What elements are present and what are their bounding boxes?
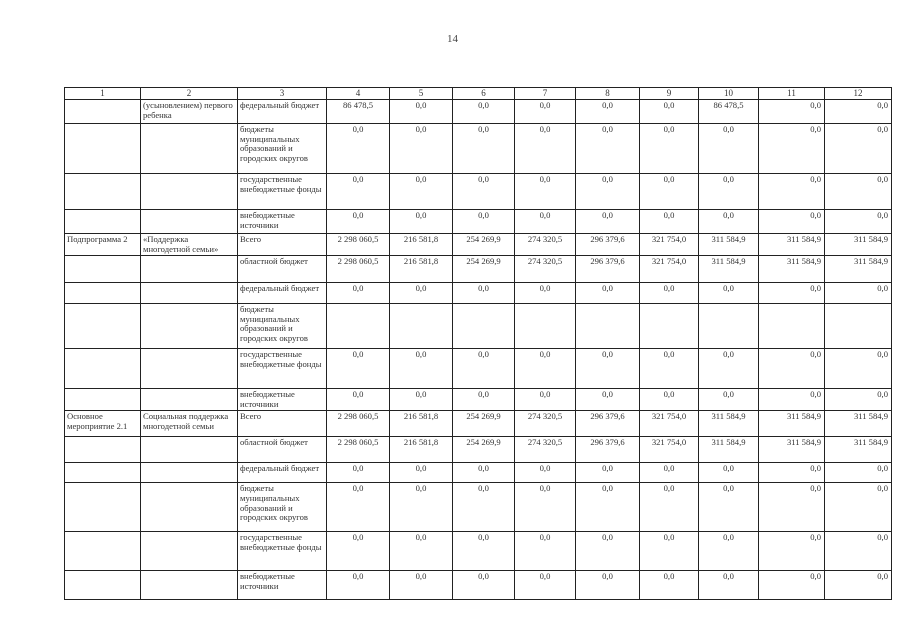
program-name-cell: «Поддержка многодетной семьи» [141,234,238,256]
value-cell: 0,0 [825,483,892,532]
program-cell [65,532,141,571]
funding-source-cell: внебюджетные источники [238,389,327,411]
value-cell: 311 584,9 [699,234,759,256]
value-cell: 0,0 [453,389,515,411]
value-cell: 0,0 [699,283,759,304]
program-name-cell [141,349,238,389]
value-cell: 321 754,0 [640,234,699,256]
value-cell: 321 754,0 [640,256,699,283]
value-cell: 311 584,9 [759,234,825,256]
table-row [65,532,892,571]
funding-source-cell: Всего [238,411,327,437]
value-cell: 0,0 [640,100,699,124]
value-cell: 0,0 [640,483,699,532]
table-row [65,463,892,483]
header-row [65,88,892,100]
value-cell: 0,0 [576,283,640,304]
value-cell: 0,0 [576,571,640,600]
value-cell: 0,0 [699,210,759,234]
table-body [65,88,892,600]
program-cell [65,571,141,600]
value-cell: 0,0 [515,463,576,483]
value-cell: 0,0 [759,210,825,234]
value-cell: 0,0 [576,483,640,532]
value-cell: 0,0 [699,174,759,210]
value-cell [699,304,759,349]
value-cell: 0,0 [576,389,640,411]
value-cell: 0,0 [576,532,640,571]
value-cell: 0,0 [825,463,892,483]
value-cell: 0,0 [515,210,576,234]
table-row [65,283,892,304]
value-cell: 311 584,9 [759,256,825,283]
value-cell: 0,0 [759,124,825,174]
value-cell: 216 581,8 [390,234,453,256]
value-cell: 0,0 [640,124,699,174]
value-cell: 0,0 [453,124,515,174]
value-cell: 0,0 [390,124,453,174]
value-cell: 254 269,9 [453,437,515,463]
value-cell: 0,0 [453,174,515,210]
value-cell: 0,0 [515,349,576,389]
column-header: 2 [141,88,238,100]
value-cell [327,304,390,349]
value-cell: 0,0 [640,283,699,304]
value-cell [515,304,576,349]
value-cell: 0,0 [576,100,640,124]
value-cell: 0,0 [327,210,390,234]
value-cell: 0,0 [699,483,759,532]
value-cell: 2 298 060,5 [327,411,390,437]
program-name-cell: Социальная поддержка многодетной семьи [141,411,238,437]
value-cell: 0,0 [576,124,640,174]
value-cell: 0,0 [825,283,892,304]
value-cell: 274 320,5 [515,437,576,463]
program-cell [65,124,141,174]
value-cell: 0,0 [390,210,453,234]
funding-source-cell: федеральный бюджет [238,100,327,124]
program-name-cell [141,124,238,174]
value-cell: 0,0 [515,174,576,210]
value-cell: 0,0 [453,349,515,389]
funding-source-cell: внебюджетные источники [238,571,327,600]
value-cell: 0,0 [825,124,892,174]
value-cell [759,304,825,349]
value-cell: 311 584,9 [825,437,892,463]
program-cell [65,174,141,210]
funding-source-cell: государственные внебюджетные фонды [238,174,327,210]
table-row [65,483,892,532]
program-name-cell [141,483,238,532]
table-row [65,437,892,463]
value-cell: 2 298 060,5 [327,256,390,283]
value-cell: 0,0 [515,100,576,124]
value-cell [576,304,640,349]
column-header: 10 [699,88,759,100]
column-header: 11 [759,88,825,100]
value-cell: 0,0 [699,532,759,571]
value-cell: 0,0 [640,532,699,571]
value-cell: 0,0 [699,124,759,174]
funding-source-cell: бюджеты муниципальных образований и городских округов [238,124,327,174]
column-header: 8 [576,88,640,100]
value-cell: 0,0 [825,174,892,210]
value-cell: 0,0 [640,389,699,411]
page-number: 14 [447,33,458,45]
value-cell: 216 581,8 [390,437,453,463]
value-cell: 0,0 [699,463,759,483]
program-cell [65,389,141,411]
value-cell: 0,0 [453,532,515,571]
table-row [65,210,892,234]
value-cell: 86 478,5 [699,100,759,124]
value-cell: 2 298 060,5 [327,437,390,463]
value-cell: 274 320,5 [515,411,576,437]
column-header: 3 [238,88,327,100]
value-cell: 311 584,9 [825,256,892,283]
value-cell: 311 584,9 [699,411,759,437]
value-cell [390,304,453,349]
value-cell: 254 269,9 [453,411,515,437]
program-cell [65,437,141,463]
funding-source-cell: Всего [238,234,327,256]
value-cell: 0,0 [390,283,453,304]
program-name-cell [141,532,238,571]
program-cell [65,304,141,349]
value-cell: 0,0 [390,463,453,483]
value-cell: 0,0 [640,463,699,483]
column-header: 1 [65,88,141,100]
value-cell: 0,0 [825,571,892,600]
value-cell: 0,0 [515,283,576,304]
value-cell: 296 379,6 [576,234,640,256]
table-row [65,571,892,600]
value-cell: 296 379,6 [576,437,640,463]
table-row [65,304,892,349]
value-cell: 0,0 [390,100,453,124]
column-header: 5 [390,88,453,100]
funding-source-cell: бюджеты муниципальных образований и городских округов [238,483,327,532]
program-cell [65,483,141,532]
value-cell: 0,0 [327,463,390,483]
value-cell: 311 584,9 [759,437,825,463]
value-cell: 0,0 [576,210,640,234]
table-row [65,234,892,256]
program-name-cell [141,210,238,234]
value-cell: 0,0 [759,532,825,571]
value-cell: 86 478,5 [327,100,390,124]
funding-source-cell: областной бюджет [238,256,327,283]
value-cell: 0,0 [825,100,892,124]
value-cell: 0,0 [327,571,390,600]
program-name-cell: (усыновлением) первого ребенка [141,100,238,124]
value-cell: 0,0 [759,100,825,124]
value-cell: 0,0 [576,174,640,210]
program-name-cell [141,283,238,304]
program-name-cell [141,174,238,210]
value-cell: 0,0 [515,532,576,571]
value-cell: 0,0 [453,483,515,532]
value-cell: 0,0 [390,389,453,411]
value-cell: 0,0 [327,483,390,532]
value-cell: 321 754,0 [640,437,699,463]
value-cell: 0,0 [825,532,892,571]
funding-source-cell: внебюджетные источники [238,210,327,234]
value-cell: 311 584,9 [825,234,892,256]
value-cell: 311 584,9 [825,411,892,437]
value-cell: 0,0 [759,571,825,600]
value-cell: 0,0 [699,571,759,600]
value-cell: 0,0 [453,210,515,234]
program-name-cell [141,304,238,349]
value-cell: 0,0 [759,463,825,483]
value-cell [640,304,699,349]
value-cell: 0,0 [699,389,759,411]
table-row [65,256,892,283]
value-cell: 0,0 [640,349,699,389]
column-header: 9 [640,88,699,100]
value-cell: 254 269,9 [453,256,515,283]
value-cell: 216 581,8 [390,411,453,437]
value-cell: 0,0 [825,349,892,389]
program-cell [65,100,141,124]
table-row [65,100,892,124]
value-cell: 0,0 [825,389,892,411]
program-cell: Подпрограмма 2 [65,234,141,256]
table-row [65,174,892,210]
value-cell: 0,0 [327,532,390,571]
program-name-cell [141,256,238,283]
funding-source-cell: бюджеты муниципальных образований и городских округов [238,304,327,349]
value-cell: 321 754,0 [640,411,699,437]
value-cell: 0,0 [390,483,453,532]
value-cell: 0,0 [515,124,576,174]
program-name-cell [141,463,238,483]
column-header: 7 [515,88,576,100]
value-cell: 0,0 [390,349,453,389]
program-cell [65,349,141,389]
value-cell [453,304,515,349]
value-cell: 0,0 [327,124,390,174]
value-cell: 0,0 [453,100,515,124]
budget-table [64,87,892,600]
value-cell: 0,0 [576,349,640,389]
value-cell [825,304,892,349]
value-cell: 0,0 [327,174,390,210]
value-cell: 0,0 [515,571,576,600]
value-cell: 0,0 [759,349,825,389]
column-header: 12 [825,88,892,100]
program-cell [65,463,141,483]
value-cell: 216 581,8 [390,256,453,283]
funding-source-cell: государственные внебюджетные фонды [238,349,327,389]
value-cell: 0,0 [699,349,759,389]
table-row [65,349,892,389]
value-cell: 0,0 [640,571,699,600]
value-cell: 0,0 [759,283,825,304]
table-row [65,124,892,174]
program-cell [65,283,141,304]
value-cell: 0,0 [453,571,515,600]
value-cell: 311 584,9 [699,256,759,283]
column-header: 4 [327,88,390,100]
value-cell: 254 269,9 [453,234,515,256]
program-name-cell [141,389,238,411]
value-cell: 0,0 [453,463,515,483]
table-row [65,389,892,411]
value-cell: 0,0 [327,283,390,304]
funding-source-cell: государственные внебюджетные фонды [238,532,327,571]
column-header: 6 [453,88,515,100]
program-cell [65,256,141,283]
value-cell: 0,0 [759,389,825,411]
funding-source-cell: федеральный бюджет [238,283,327,304]
value-cell: 0,0 [390,174,453,210]
funding-source-cell: федеральный бюджет [238,463,327,483]
value-cell: 0,0 [640,210,699,234]
table-row [65,411,892,437]
value-cell: 0,0 [515,389,576,411]
value-cell: 274 320,5 [515,256,576,283]
funding-source-cell: областной бюджет [238,437,327,463]
program-name-cell [141,571,238,600]
value-cell: 2 298 060,5 [327,234,390,256]
program-name-cell [141,437,238,463]
program-cell: Основное мероприятие 2.1 [65,411,141,437]
value-cell: 311 584,9 [759,411,825,437]
value-cell: 0,0 [453,283,515,304]
value-cell: 296 379,6 [576,411,640,437]
value-cell: 0,0 [515,483,576,532]
value-cell: 0,0 [825,210,892,234]
value-cell: 0,0 [390,571,453,600]
value-cell: 296 379,6 [576,256,640,283]
value-cell: 311 584,9 [699,437,759,463]
value-cell: 0,0 [576,463,640,483]
value-cell: 0,0 [759,174,825,210]
program-cell [65,210,141,234]
value-cell: 0,0 [640,174,699,210]
value-cell: 0,0 [327,349,390,389]
value-cell: 0,0 [390,532,453,571]
value-cell: 0,0 [759,483,825,532]
value-cell: 274 320,5 [515,234,576,256]
value-cell: 0,0 [327,389,390,411]
